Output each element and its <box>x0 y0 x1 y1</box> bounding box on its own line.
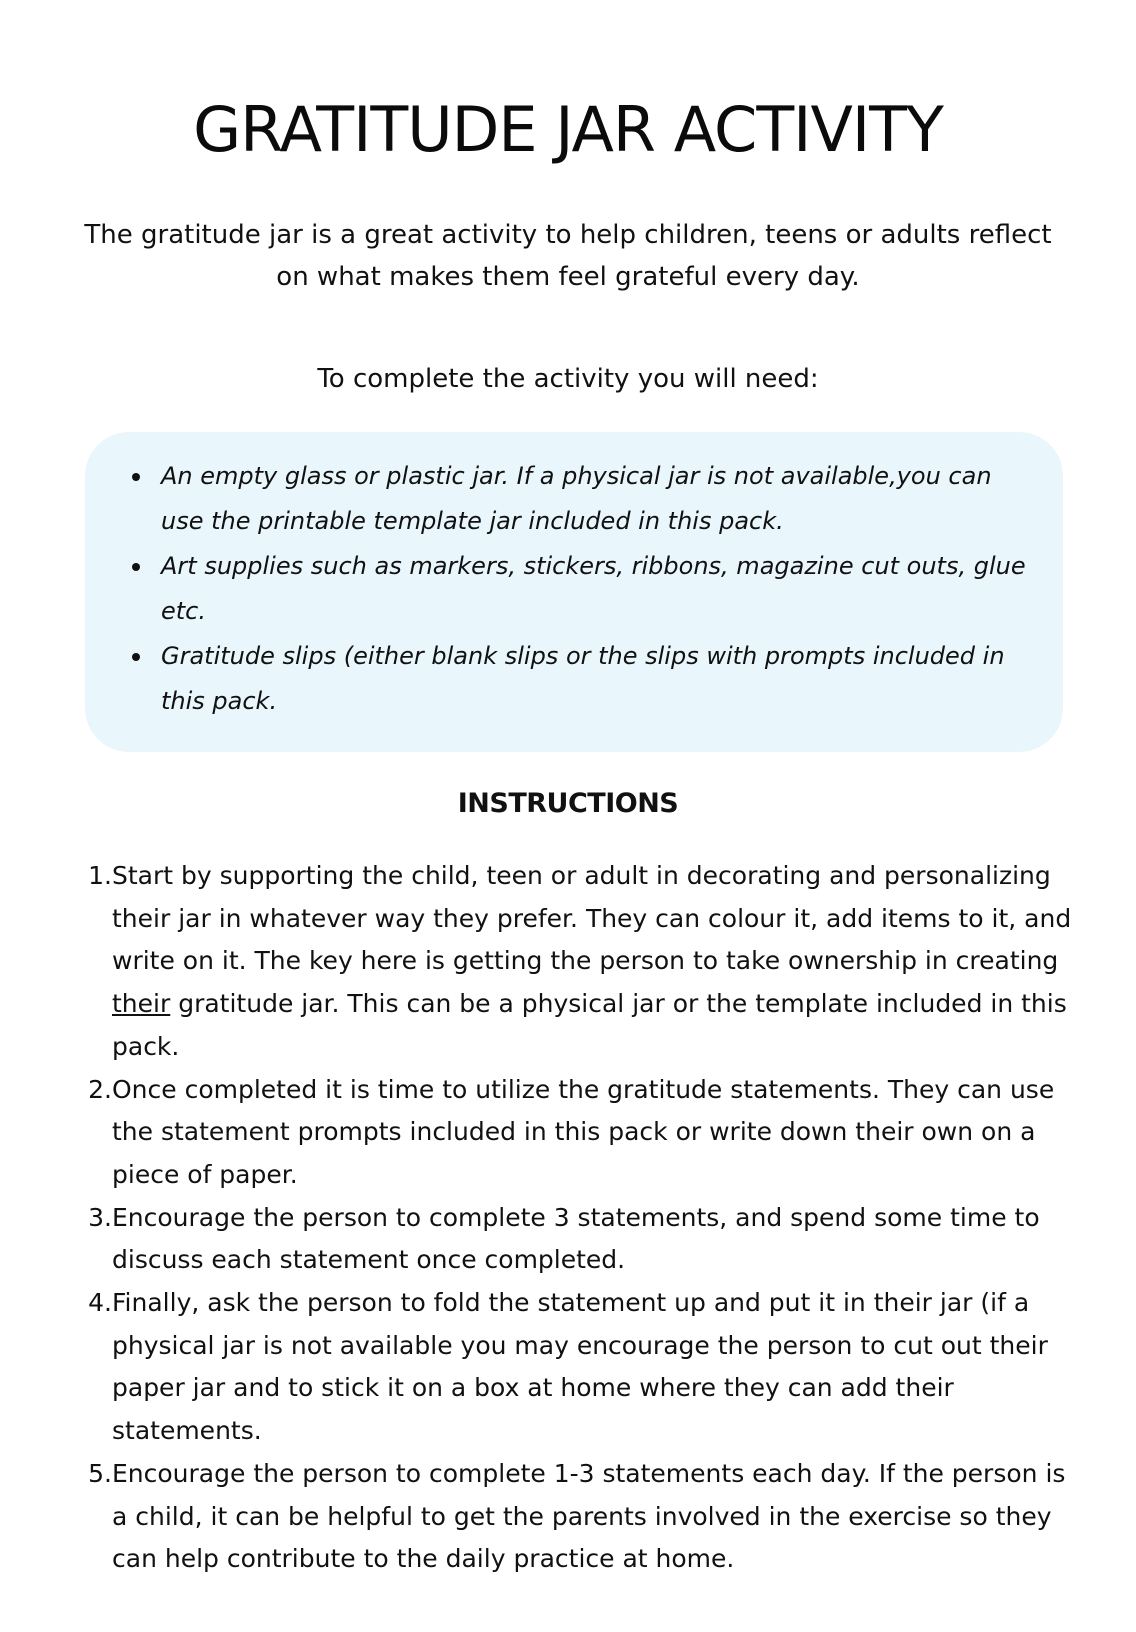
step-text <box>112 861 1071 1061</box>
instructions-heading: INSTRUCTIONS <box>457 788 679 819</box>
step-number: 3. <box>88 1202 112 1232</box>
page-title: GRATITUDE JAR ACTIVITY <box>193 93 943 166</box>
step-text-part: Start by supporting the child, teen or adult in decorating and personalizing their jar in whatever way they prefer. They can colour it, add items to it, and write on it. The key here is getting the person to take ownership in creating <box>112 861 1072 976</box>
bullet-icon <box>132 473 140 481</box>
step-text: Encourage the person to complete 1-3 statements each day. If the person is a child, it can be helpful to get the parents involved in the exercise so they can help contribute to the daily practice at home. <box>112 1458 1066 1574</box>
step-number: 5. <box>88 1458 112 1488</box>
materials-box <box>85 432 1063 752</box>
underlined-word: their <box>112 989 171 1019</box>
step-number: 4. <box>88 1288 112 1318</box>
instruction-step <box>88 1197 1076 1282</box>
step-text: Once completed it is time to utilize the gratitude statements. They can use the statement prompts included in this pack or write down their own on a piece of paper. <box>112 1074 1055 1189</box>
instructions-list <box>88 855 1076 1581</box>
bullet-icon <box>132 653 140 661</box>
materials-item <box>161 454 1063 544</box>
instruction-step <box>88 1069 1076 1197</box>
step-number: 2. <box>88 1074 112 1104</box>
step-number: 1. <box>88 861 112 890</box>
step-text-part: gratitude jar. This can be a physical jar or the template included in this pack. <box>112 989 1067 1061</box>
materials-item-text: Art supplies such as markers, stickers, ribbons, magazine cut outs, glue etc. <box>161 552 1026 625</box>
bullet-icon <box>132 563 140 571</box>
instruction-step <box>88 1453 1076 1581</box>
materials-list <box>85 454 1063 724</box>
materials-item <box>161 544 1063 634</box>
step-text: Encourage the person to complete 3 statements, and spend some time to discuss each statement once completed. <box>112 1202 1040 1275</box>
materials-item-text: Gratitude slips (either blank slips or the slips with prompts included in this pack. <box>161 642 1005 715</box>
materials-heading: To complete the activity you will need: <box>317 364 819 394</box>
intro-paragraph: The gratitude jar is a great activity to help children, teens or adults reflect on what makes them feel grateful every day. <box>84 220 1052 292</box>
instruction-step <box>88 855 1076 1069</box>
materials-item-text: An empty glass or plastic jar. If a physical jar is not available,you can use the printable template jar included in this pack. <box>161 462 992 535</box>
instruction-step <box>88 1282 1076 1453</box>
step-text: Finally, ask the person to fold the statement up and put it in their jar (if a physical jar is not available you may encourage the person to cut out their paper jar and to stick it on a box at home where they can add their statements. <box>112 1288 1048 1446</box>
materials-item <box>161 634 1063 724</box>
